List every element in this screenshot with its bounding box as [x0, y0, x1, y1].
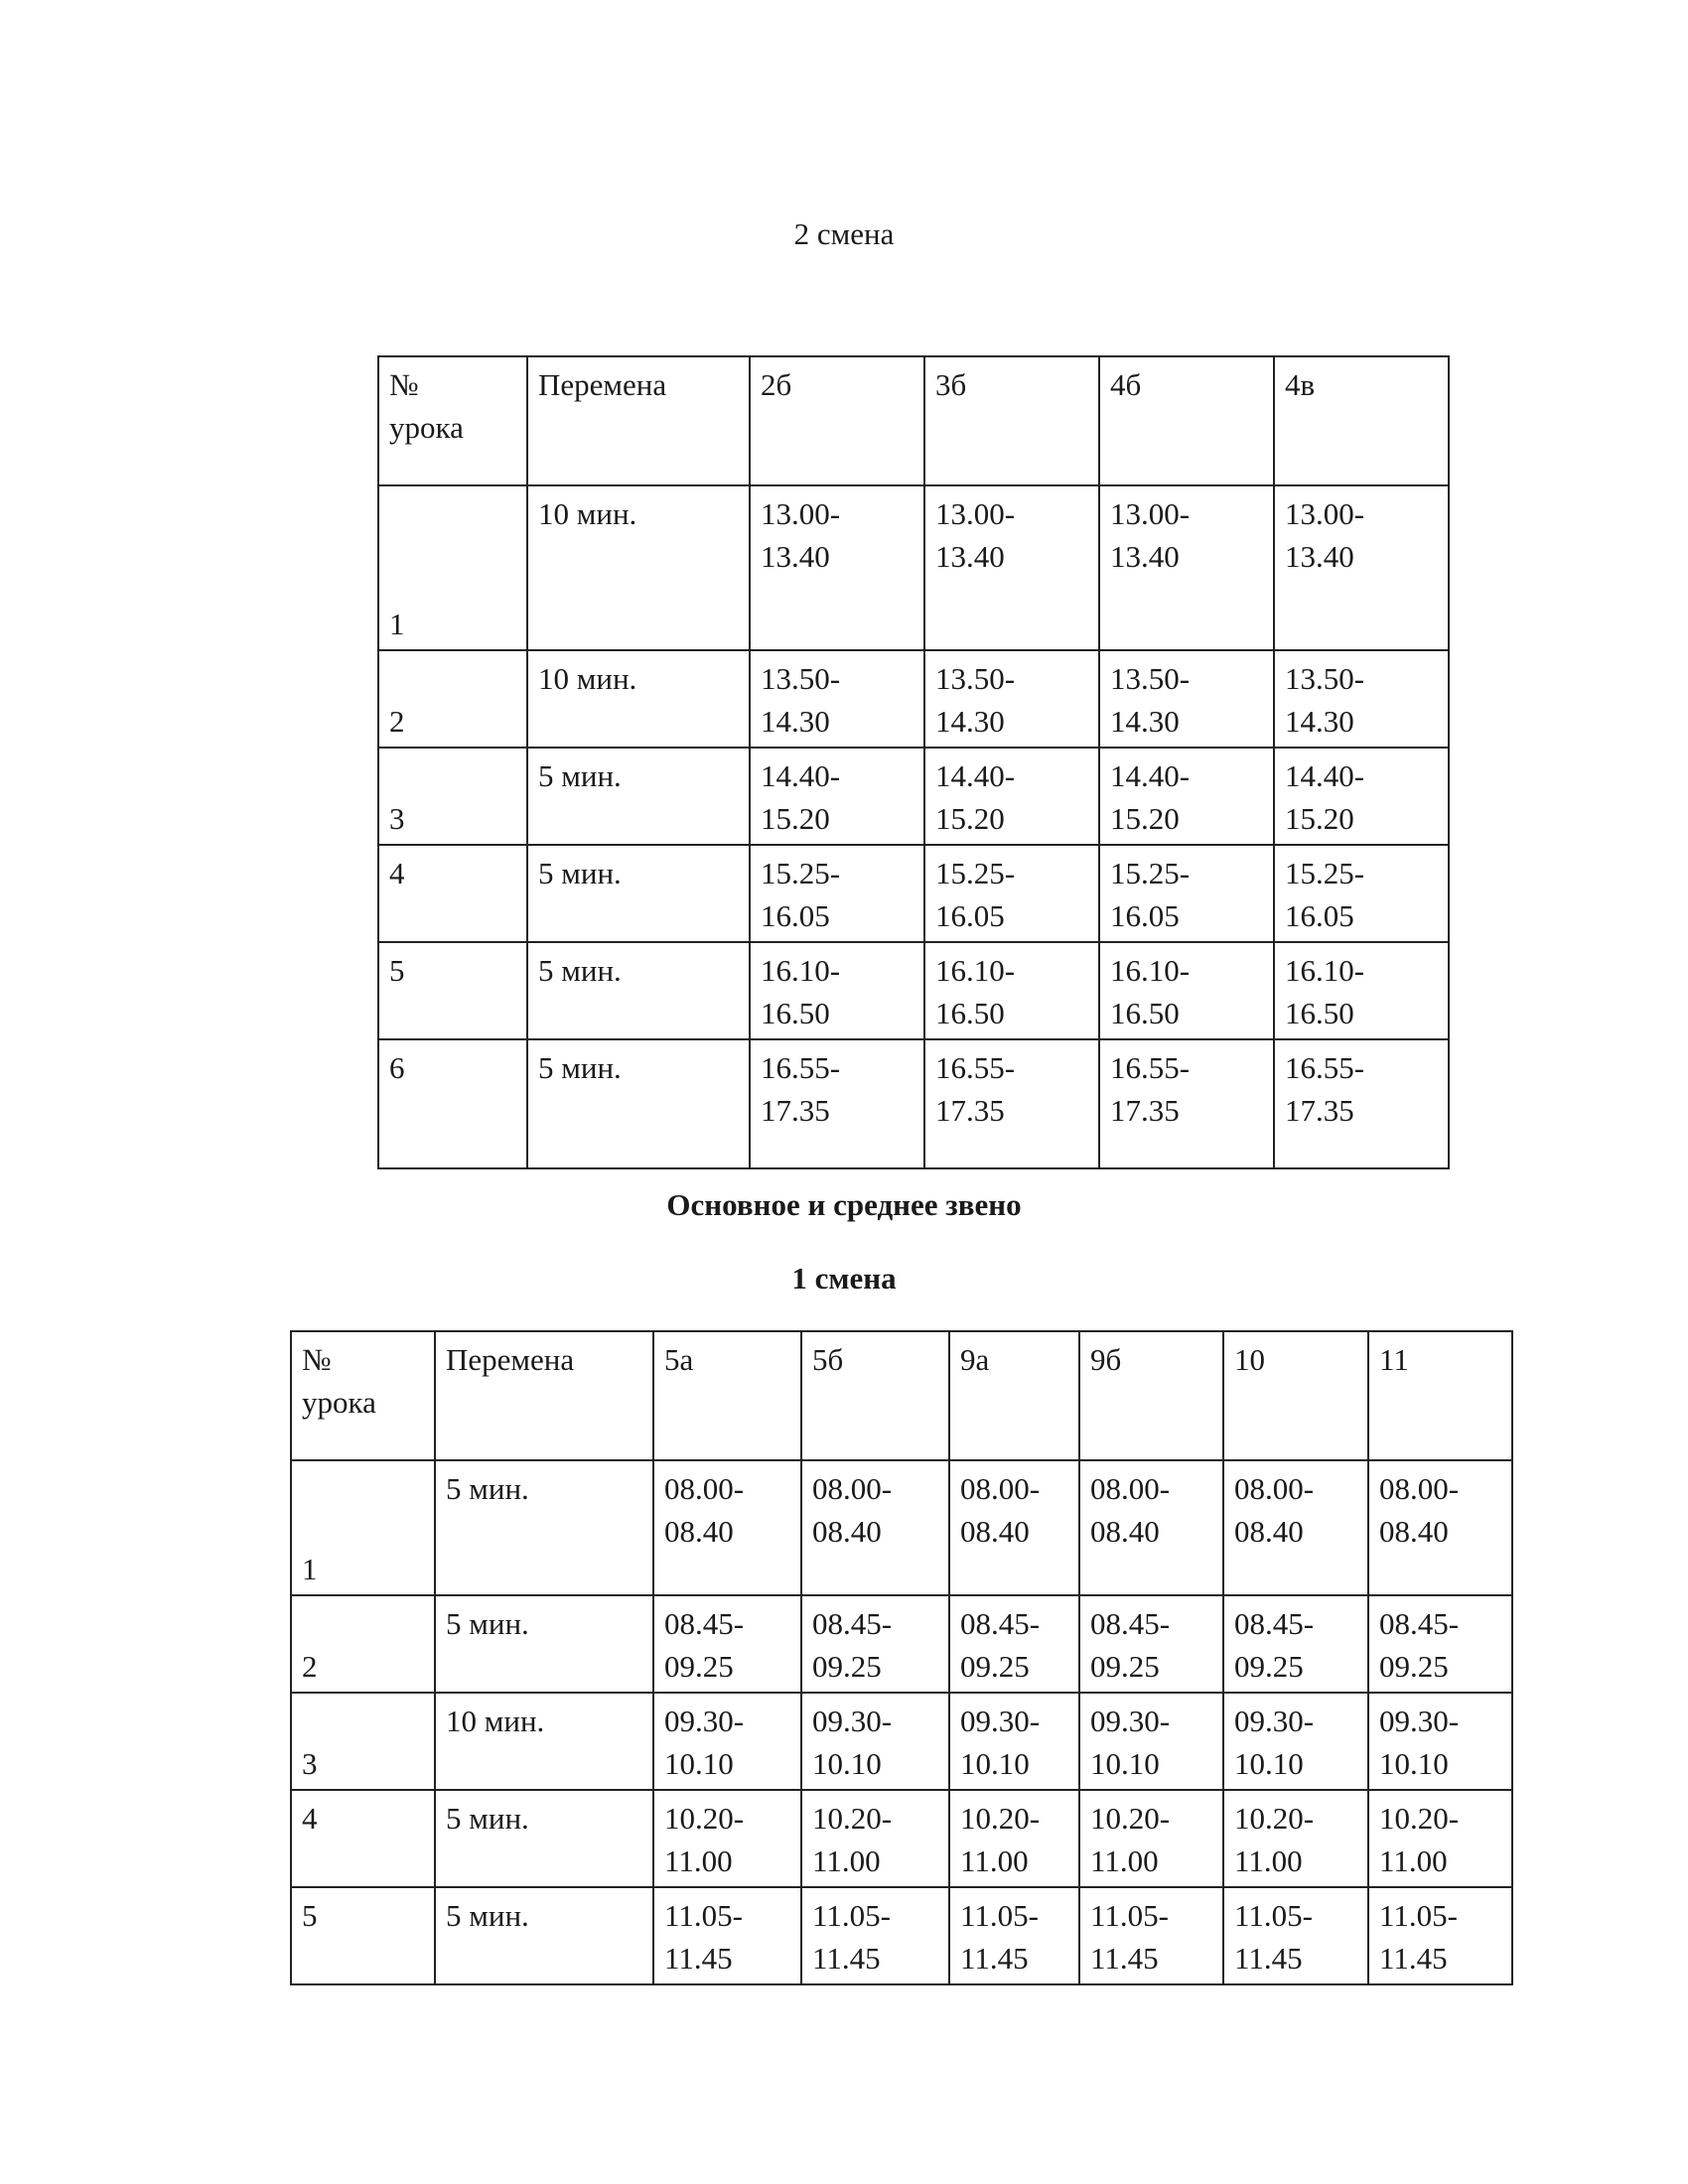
table-row	[378, 845, 1449, 942]
lesson-time: 11.05- 11.45	[949, 1887, 1079, 1984]
lesson-time: 14.40- 15.20	[924, 748, 1099, 845]
lesson-time: 08.45- 09.25	[949, 1595, 1079, 1693]
lesson-number: 6	[378, 1039, 527, 1168]
lesson-time: 14.40- 15.20	[750, 748, 924, 845]
lesson-time: 16.10- 16.50	[1099, 942, 1274, 1039]
lesson-time: 13.50- 14.30	[924, 650, 1099, 748]
table-row	[291, 1790, 1512, 1887]
lesson-number: 3	[291, 1693, 435, 1790]
lesson-time: 14.40- 15.20	[1274, 748, 1449, 845]
break-duration: 5 мин.	[435, 1887, 653, 1984]
shift1-schedule-table	[290, 1330, 1513, 1985]
lesson-time: 11.05- 11.45	[653, 1887, 801, 1984]
break-duration: 5 мин.	[435, 1790, 653, 1887]
lesson-time: 13.00- 13.40	[1274, 485, 1449, 650]
lesson-time: 15.25- 16.05	[1099, 845, 1274, 942]
break-duration: 5 мин.	[435, 1460, 653, 1595]
lesson-time: 15.25- 16.05	[750, 845, 924, 942]
lesson-time: 16.10- 16.50	[750, 942, 924, 1039]
lesson-time: 16.55- 17.35	[924, 1039, 1099, 1168]
table-row	[378, 485, 1449, 650]
lesson-number: 1	[378, 485, 527, 650]
class-header: 4в	[1274, 356, 1449, 485]
lesson-number: 2	[378, 650, 527, 748]
break-duration: 5 мин.	[527, 748, 750, 845]
section-title: Основное и среднее звено	[666, 1187, 1022, 1222]
lesson-time: 10.20- 11.00	[1079, 1790, 1223, 1887]
lesson-time: 08.45- 09.25	[1079, 1595, 1223, 1693]
lesson-time: 13.50- 14.30	[1099, 650, 1274, 748]
table-row	[291, 1460, 1512, 1595]
lesson-time: 08.00- 08.40	[949, 1460, 1079, 1595]
break-duration: 5 мин.	[527, 845, 750, 942]
lesson-number: 4	[291, 1790, 435, 1887]
table-row	[291, 1887, 1512, 1984]
lesson-time: 10.20- 11.00	[949, 1790, 1079, 1887]
lesson-time: 10.20- 11.00	[801, 1790, 949, 1887]
break-duration: 5 мин.	[435, 1595, 653, 1693]
lesson-time: 13.50- 14.30	[750, 650, 924, 748]
lesson-time: 15.25- 16.05	[1274, 845, 1449, 942]
lesson-time: 08.00- 08.40	[801, 1460, 949, 1595]
table-row	[378, 942, 1449, 1039]
lesson-time: 16.10- 16.50	[924, 942, 1099, 1039]
lesson-time: 13.50- 14.30	[1274, 650, 1449, 748]
table-row	[378, 650, 1449, 748]
break-duration: 10 мин.	[527, 650, 750, 748]
lesson-time: 13.00- 13.40	[1099, 485, 1274, 650]
lesson-time: 10.20- 11.00	[1223, 1790, 1368, 1887]
lesson-number-header: № урока	[291, 1331, 435, 1460]
lesson-time: 09.30- 10.10	[653, 1693, 801, 1790]
lesson-time: 14.40- 15.20	[1099, 748, 1274, 845]
lesson-time: 08.00- 08.40	[1368, 1460, 1512, 1595]
lesson-time: 15.25- 16.05	[924, 845, 1099, 942]
shift1-title: 1 смена	[791, 1261, 897, 1296]
lesson-time: 13.00- 13.40	[750, 485, 924, 650]
lesson-time: 16.55- 17.35	[750, 1039, 924, 1168]
table-row	[291, 1693, 1512, 1790]
lesson-time: 09.30- 10.10	[1079, 1693, 1223, 1790]
lesson-time: 08.45- 09.25	[801, 1595, 949, 1693]
lesson-number-header: № урока	[378, 356, 527, 485]
break-duration: 10 мин.	[435, 1693, 653, 1790]
break-header: Перемена	[435, 1331, 653, 1460]
class-header: 2б	[750, 356, 924, 485]
shift2-schedule-table	[377, 355, 1450, 1169]
table-row	[291, 1595, 1512, 1693]
lesson-time: 13.00- 13.40	[924, 485, 1099, 650]
lesson-time: 11.05- 11.45	[1368, 1887, 1512, 1984]
lesson-time: 08.45- 09.25	[1368, 1595, 1512, 1693]
lesson-time: 10.20- 11.00	[653, 1790, 801, 1887]
shift2-title: 2 смена	[793, 216, 895, 251]
lesson-time: 08.00- 08.40	[1223, 1460, 1368, 1595]
lesson-time: 10.20- 11.00	[1368, 1790, 1512, 1887]
class-header: 3б	[924, 356, 1099, 485]
class-header: 10	[1223, 1331, 1368, 1460]
class-header: 5б	[801, 1331, 949, 1460]
table-header-row	[378, 356, 1449, 485]
lesson-number: 4	[378, 845, 527, 942]
lesson-time: 08.00- 08.40	[1079, 1460, 1223, 1595]
lesson-number: 2	[291, 1595, 435, 1693]
class-header: 9б	[1079, 1331, 1223, 1460]
lesson-number: 1	[291, 1460, 435, 1595]
lesson-time: 16.55- 17.35	[1099, 1039, 1274, 1168]
table-row	[378, 1039, 1449, 1168]
lesson-number: 5	[378, 942, 527, 1039]
break-duration: 5 мин.	[527, 1039, 750, 1168]
class-header: 11	[1368, 1331, 1512, 1460]
table-header-row	[291, 1331, 1512, 1460]
lesson-time: 11.05- 11.45	[1223, 1887, 1368, 1984]
break-duration: 10 мин.	[527, 485, 750, 650]
lesson-time: 09.30- 10.10	[949, 1693, 1079, 1790]
lesson-time: 08.45- 09.25	[1223, 1595, 1368, 1693]
lesson-time: 16.10- 16.50	[1274, 942, 1449, 1039]
lesson-time: 11.05- 11.45	[801, 1887, 949, 1984]
lesson-time: 08.45- 09.25	[653, 1595, 801, 1693]
lesson-time: 08.00- 08.40	[653, 1460, 801, 1595]
class-header: 9а	[949, 1331, 1079, 1460]
lesson-time: 09.30- 10.10	[1223, 1693, 1368, 1790]
class-header: 5а	[653, 1331, 801, 1460]
lesson-time: 09.30- 10.10	[1368, 1693, 1512, 1790]
lesson-number: 3	[378, 748, 527, 845]
lesson-time: 09.30- 10.10	[801, 1693, 949, 1790]
class-header: 4б	[1099, 356, 1274, 485]
lesson-time: 16.55- 17.35	[1274, 1039, 1449, 1168]
lesson-number: 5	[291, 1887, 435, 1984]
lesson-time: 11.05- 11.45	[1079, 1887, 1223, 1984]
break-duration: 5 мин.	[527, 942, 750, 1039]
table-row	[378, 748, 1449, 845]
break-header: Перемена	[527, 356, 750, 485]
